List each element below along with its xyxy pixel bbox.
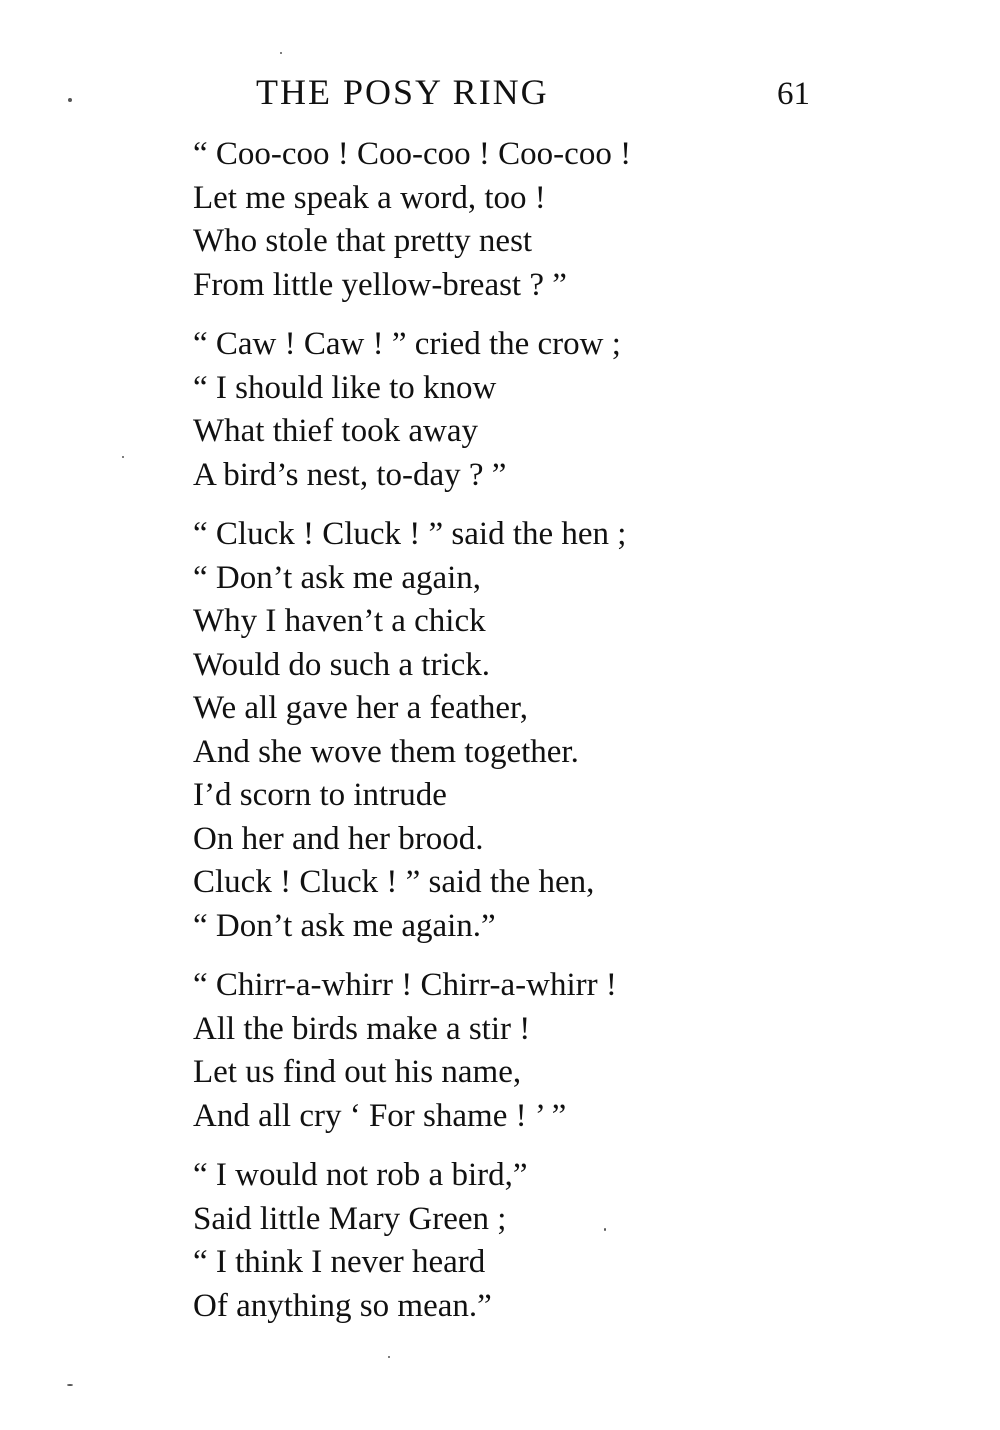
poem-line: “ I think I never heard [193, 1244, 486, 1280]
poem-line: Let us find out his name, [193, 1054, 522, 1090]
poem-line: We all gave her a feather, [193, 690, 528, 726]
poem-line: And she wove them together. [193, 733, 579, 770]
poem-line: “ I should like to know [193, 369, 497, 406]
poem-line: Why I haven’t a chick [193, 603, 486, 639]
scan-speck [280, 52, 282, 54]
poem-line: And all cry ‘ For shame ! ’ ” [193, 1097, 567, 1134]
scan-speck [68, 98, 72, 102]
poem-line: “ Chirr-a-whirr ! Chirr-a-whirr ! [193, 967, 617, 1003]
poem-line: All the birds make a stir ! [193, 1010, 531, 1047]
stanza-5 [193, 1154, 793, 1328]
poem-line: Cluck ! Cluck ! ” said the hen, [193, 864, 595, 900]
poem-line: Said little Mary Green ; [193, 1200, 507, 1237]
poem-line: “ Caw ! Caw ! ” cried the crow ; [193, 326, 621, 362]
poem-line: A bird’s nest, to-day ? ” [193, 456, 507, 493]
poem-line: Of anything so mean.” [193, 1287, 492, 1324]
poem-line: “ Coo-coo ! Coo-coo ! Coo-coo ! [193, 136, 632, 172]
scan-speck [67, 1384, 73, 1386]
stanza-1 [193, 133, 793, 307]
poem-line: Let me speak a word, too ! [193, 179, 546, 216]
stanza-4 [193, 964, 793, 1138]
poem-line: From little yellow-breast ? ” [193, 266, 567, 303]
poem-line: “ Cluck ! Cluck ! ” said the hen ; [193, 516, 627, 552]
poem-line: “ I would not rob a bird,” [193, 1157, 528, 1193]
poem-line: “ Don’t ask me again, [193, 559, 482, 596]
poem-line: On her and her brood. [193, 820, 484, 857]
running-title: THE POSY RING [256, 72, 549, 112]
poem-line: What thief took away [193, 413, 478, 449]
poem-line: “ Don’t ask me again.” [193, 907, 496, 944]
page-number: 61 [777, 76, 810, 112]
scan-speck [388, 1356, 390, 1358]
stanza-2 [193, 323, 793, 497]
poem-line: I’d scorn to intrude [193, 777, 447, 813]
poem-line: Would do such a trick. [193, 646, 491, 683]
scan-speck [604, 1228, 606, 1231]
poem [193, 133, 793, 1344]
stanza-3 [193, 513, 793, 948]
scan-speck [122, 456, 124, 458]
poem-line: Who stole that pretty nest [193, 223, 533, 259]
